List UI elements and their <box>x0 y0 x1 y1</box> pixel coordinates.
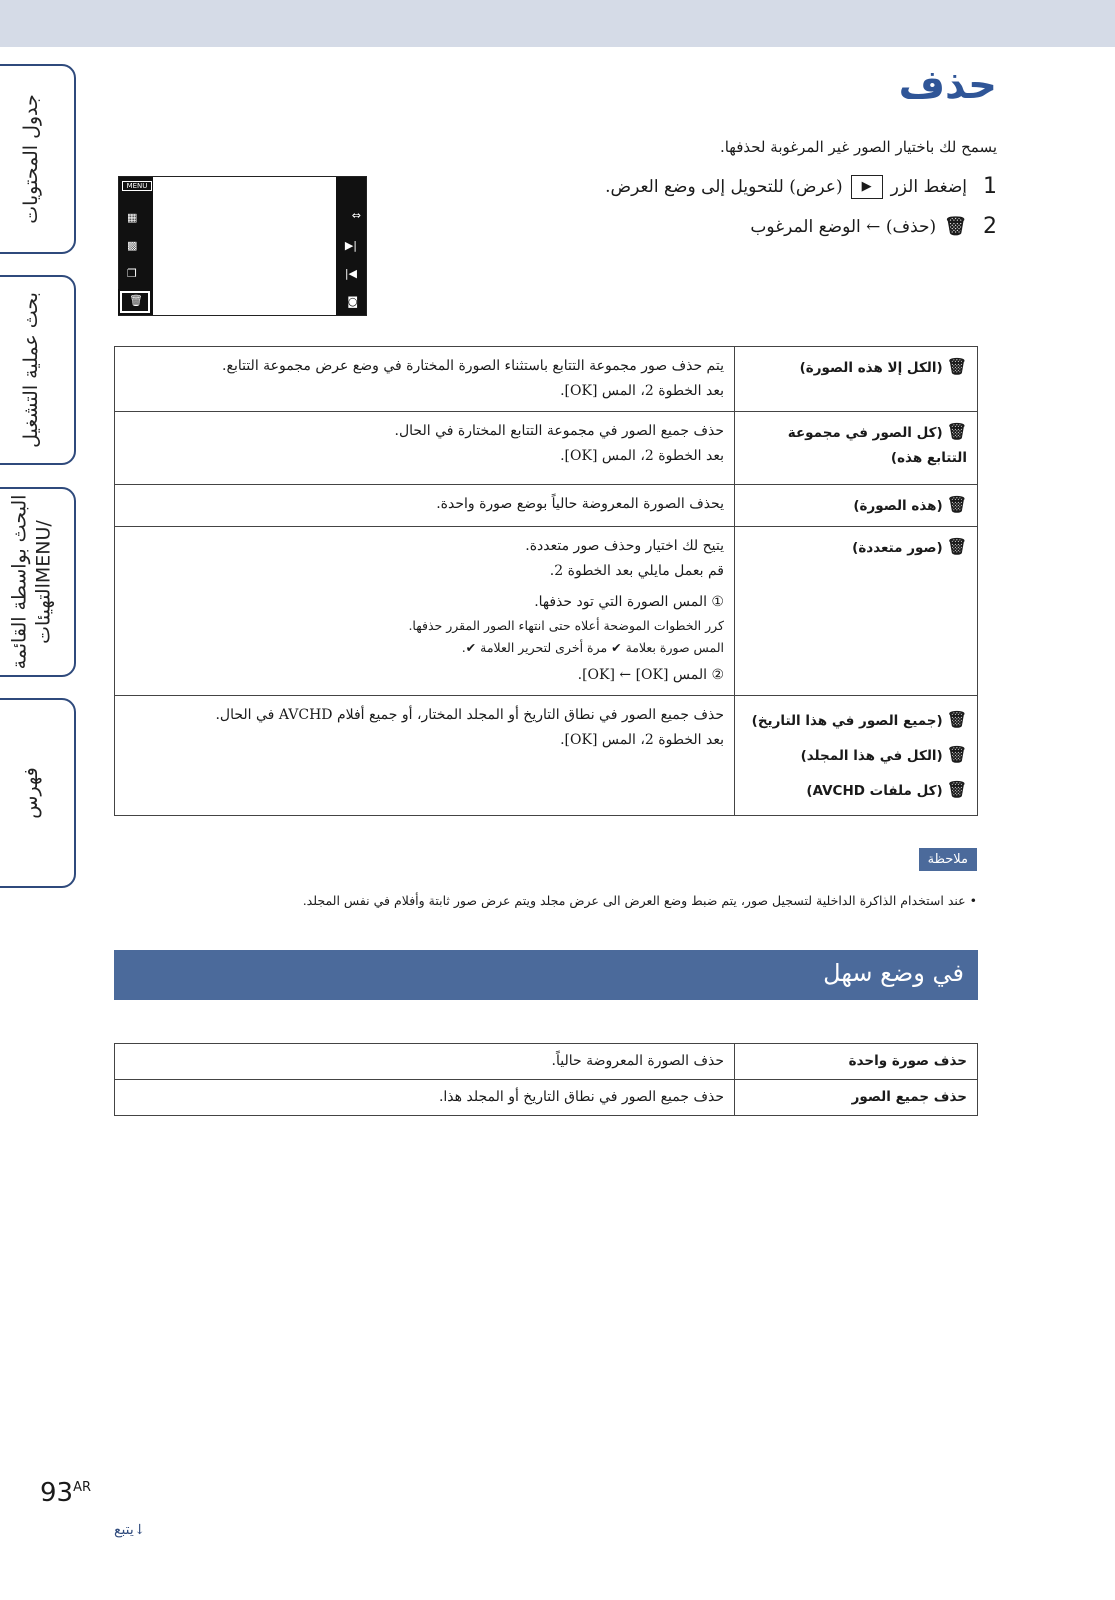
thumbnail-icon: ▩ <box>127 239 138 252</box>
delete-options-table <box>114 346 978 816</box>
calendar-icon: ▦ <box>127 211 138 224</box>
table-row <box>115 347 978 412</box>
expand-icon: ⇔ <box>351 209 361 222</box>
trash-icon: 🗑 <box>944 216 967 237</box>
option-label: حذف صورة واحدة <box>735 1044 978 1080</box>
tab-label: جدول المحتويات <box>20 94 43 224</box>
tab-menu-search[interactable] <box>0 487 76 677</box>
trash-icon: 🗑 <box>129 294 143 307</box>
page-title: حذف <box>898 62 997 108</box>
menu-icon: MENU <box>122 181 152 191</box>
tab-operation-search[interactable] <box>0 275 76 465</box>
option-label: حذف جميع الصور <box>735 1080 978 1116</box>
option-label: 🗑(كل الصور في مجموعة التتابع هذه) <box>735 412 978 485</box>
option-description: يتيح لك اختيار وحذف صور متعددة. قم بعمل مايلي بعد الخطوة 2. ① المس الصورة التي تود حذفها. كرر الخطوات الموضحة أعلاه حتى انتهاء الصور المقرر حذفها. المس صورة بعلامة ✔ مرة أخرى لتحرير العلامة ✔. ② المس [OK] ← [OK]. <box>115 527 735 696</box>
tab-label: البحث بواسطة القائمة /MENUالتهيئات <box>8 494 54 670</box>
tab-table-of-contents[interactable] <box>0 64 76 254</box>
tab-label: بحث عملية التشغيل <box>20 292 43 448</box>
trash-movie-icon: 🗑 <box>946 780 967 799</box>
camera-icon: ◙ <box>347 295 358 308</box>
table-row <box>115 1044 978 1080</box>
easy-mode-table <box>114 1043 978 1116</box>
option-label: 🗑(الكل إلا هذه الصورة) <box>735 347 978 412</box>
trash-multiple-icon: 🗑 <box>946 537 967 556</box>
previous-icon: |◀ <box>344 267 357 280</box>
table-row <box>115 412 978 485</box>
step-text: إضغط الزر <box>890 176 967 197</box>
play-icon: ▶ <box>851 175 883 199</box>
burst-icon: ❐ <box>127 267 137 280</box>
option-label: 🗑(جميع الصور في هذا التاريخ) 🗑(الكل في هذا المجلد) 🗑(كل ملفات AVCHD) <box>735 696 978 816</box>
arrow-down-icon: ↓ <box>133 1522 146 1538</box>
tab-label: فهرس <box>20 767 42 819</box>
page-number: $93^{AR}$ <box>40 1478 92 1508</box>
trash-folder-icon: 🗑 <box>946 745 967 764</box>
step-1 <box>605 174 997 199</box>
option-description: يحذف الصورة المعروضة حالياً بوضع صورة واحدة. <box>115 485 735 527</box>
note-text: • عند استخدام الذاكرة الداخلية لتسجيل صور، يتم ضبط وضع العرض الى عرض مجلد ويتم عرض صور ثابتة وأفلام في نفس المجلد. <box>302 893 977 908</box>
trash-group-icon: 🗑 <box>946 422 967 441</box>
option-description: حذف الصورة المعروضة حالياً. <box>115 1044 735 1080</box>
step-2 <box>750 214 997 239</box>
easy-mode-banner: في وضع سهل <box>114 950 978 1000</box>
option-label: 🗑(صور متعددة) <box>735 527 978 696</box>
continue-link[interactable]: ↓يتبع <box>114 1522 146 1538</box>
table-row <box>115 485 978 527</box>
table-row <box>115 696 978 816</box>
next-icon: ▶| <box>344 239 357 252</box>
trash-date-icon: 🗑 <box>946 710 967 729</box>
top-band <box>0 0 1115 47</box>
camera-screen-illustration <box>118 176 367 316</box>
table-row <box>115 1080 978 1116</box>
option-description: يتم حذف صور مجموعة التتابع باستثناء الصورة المختارة في وضع عرض مجموعة التتابع. بعد الخطوة 2، المس [OK]. <box>115 347 735 412</box>
tab-index[interactable] <box>0 698 76 888</box>
table-row <box>115 527 978 696</box>
option-description: حذف جميع الصور في مجموعة التتابع المختارة في الحال. بعد الخطوة 2، المس [OK]. <box>115 412 735 485</box>
trash-this-icon: 🗑 <box>946 495 967 514</box>
step-number: 2 <box>983 214 997 239</box>
option-description: حذف جميع الصور في نطاق التاريخ أو المجلد المختار، أو جميع أفلام AVCHD في الحال. بعد الخطوة 2، المس [OK]. <box>115 696 735 816</box>
step-text: (عرض) للتحويل إلى وضع العرض. <box>605 176 843 197</box>
step-number: 1 <box>983 174 997 199</box>
trash-group-except-icon: 🗑 <box>946 357 967 376</box>
note-heading: ملاحظة <box>919 848 977 871</box>
option-description: حذف جميع الصور في نطاق التاريخ أو المجلد هذا. <box>115 1080 735 1116</box>
step-text: (حذف) ← الوضع المرغوب <box>750 216 937 237</box>
option-label: 🗑(هذه الصورة) <box>735 485 978 527</box>
intro-text: يسمح لك باختيار الصور غير المرغوبة لحذفها. <box>719 138 997 156</box>
